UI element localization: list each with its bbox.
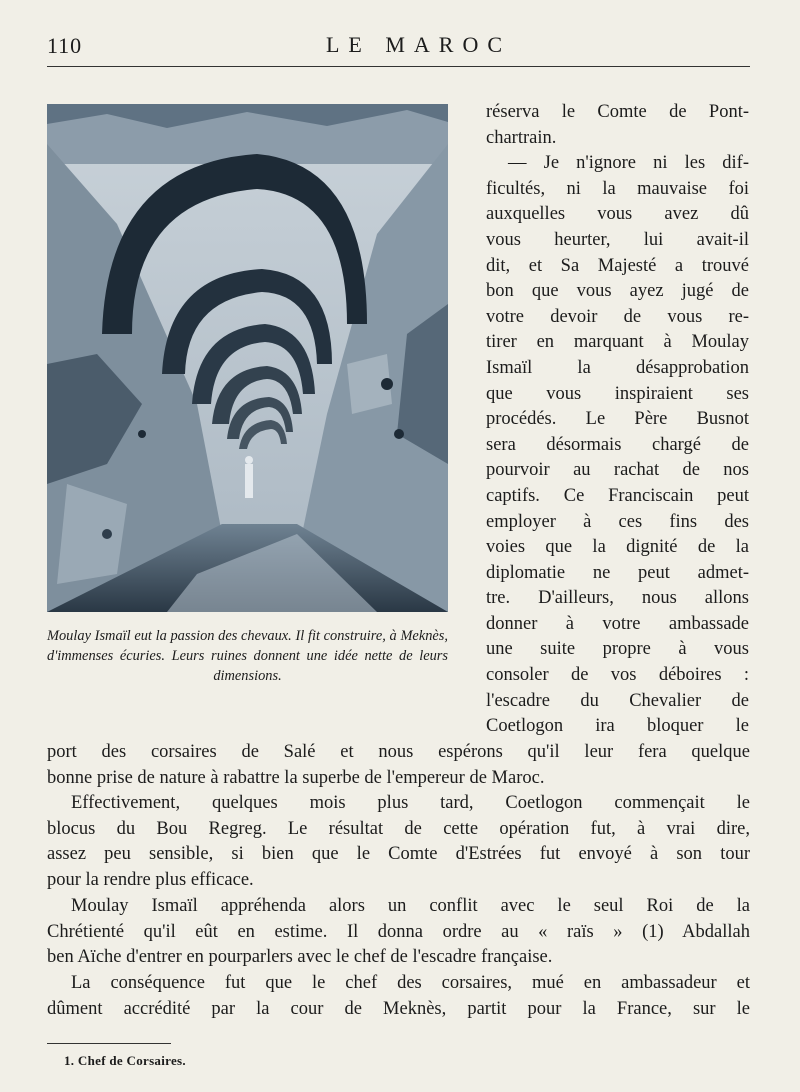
text-line: réserva le Comte de Pont- — [486, 102, 749, 122]
text-line: ficultés, ni la mauvaise foi — [486, 178, 749, 199]
text-line: auxquelles vous avez dû — [486, 204, 749, 225]
full-width-text — [47, 894, 750, 971]
text-line: donner à votre ambassade — [486, 613, 749, 634]
text-line: procédés. Le Père Busnot — [486, 409, 749, 430]
text-line: diplomatie ne peut admet- — [486, 562, 749, 583]
text-line: pour la rendre plus efficace. — [47, 869, 254, 890]
text-line: tre. D'ailleurs, nous allons — [486, 588, 749, 609]
text-line: que vous inspiraient ses — [486, 383, 749, 404]
page-header — [47, 30, 750, 64]
text-line: pourvoir au rachat de nos — [486, 460, 749, 481]
footnote-rule — [47, 1043, 171, 1044]
text-line: ben Aïche d'entrer en pourparlers avec le chef de l'escadre française. — [47, 947, 553, 968]
text-line: Coetlogon ira bloquer le — [486, 716, 749, 737]
text-line: l'escadre du Chevalier de — [486, 690, 749, 711]
text-line: blocus du Bou Regreg. Le résultat de cette opération fut, à vrai dire, — [47, 818, 750, 839]
text-line: votre devoir de vous re- — [486, 306, 749, 327]
running-title: LE MAROC — [325, 32, 512, 57]
text-line: port des corsaires de Salé et nous espérons qu'il leur fera quelque — [47, 742, 750, 762]
text-line: Moulay Ismaïl appréhenda alors un conflit avec le seul Roi de la — [71, 896, 750, 916]
text-line: voies que la dignité de la — [486, 537, 749, 558]
text-line: — Je n'ignore ni les dif- — [508, 153, 749, 174]
text-line: Chrétienté qu'il eût en estime. Il donna ordre au « raïs » (1) Abdallah — [47, 921, 750, 942]
text-line: vous heurter, lui avait-il — [486, 229, 749, 250]
text-line: dûment accrédité par la cour de Meknès, partit pour la France, sur le — [47, 998, 750, 1019]
text-line: consoler de vos déboires : — [486, 665, 749, 686]
stable-arches-photo — [47, 104, 448, 612]
full-width-text — [47, 740, 750, 894]
photo-caption: Moulay Ismaïl eut la passion des chevaux. Il fit construire, à Meknès, d'immenses écuries. Leurs ruines donnent une idée nette de leurs dimensions. — [47, 628, 448, 684]
full-width-text — [47, 971, 750, 1022]
right-column-text — [486, 100, 749, 740]
photo-illustration — [47, 104, 448, 612]
text-line: assez peu sensible, si bien que le Comte d'Estrées fut envoyé à son tour — [47, 844, 750, 865]
text-line: captifs. Ce Franciscain peut — [486, 485, 749, 506]
text-line: Ismaïl la désapprobation — [486, 357, 749, 378]
text-line: bon que vous ayez jugé de — [486, 281, 749, 302]
footnote: 1. Chef de Corsaires. — [64, 1053, 186, 1068]
text-line: sera désormais chargé de — [486, 434, 749, 455]
text-line: La conséquence fut que le chef des corsaires, mué en ambassadeur et — [71, 973, 750, 993]
text-line: bonne prise de nature à rabattre la superbe de l'empereur de Maroc. — [47, 767, 545, 788]
text-line: tirer en marquant à Moulay — [486, 332, 749, 353]
text-line: employer à ces fins des — [486, 511, 749, 532]
text-line: chartrain. — [486, 127, 557, 148]
text-line: Effectivement, quelques mois plus tard, Coetlogon commençait le — [71, 793, 750, 814]
header-rule — [47, 66, 750, 67]
page-number: 110 — [47, 33, 83, 58]
text-line: dit, et Sa Majesté a trouvé — [486, 255, 749, 276]
text-line: une suite propre à vous — [486, 639, 749, 660]
